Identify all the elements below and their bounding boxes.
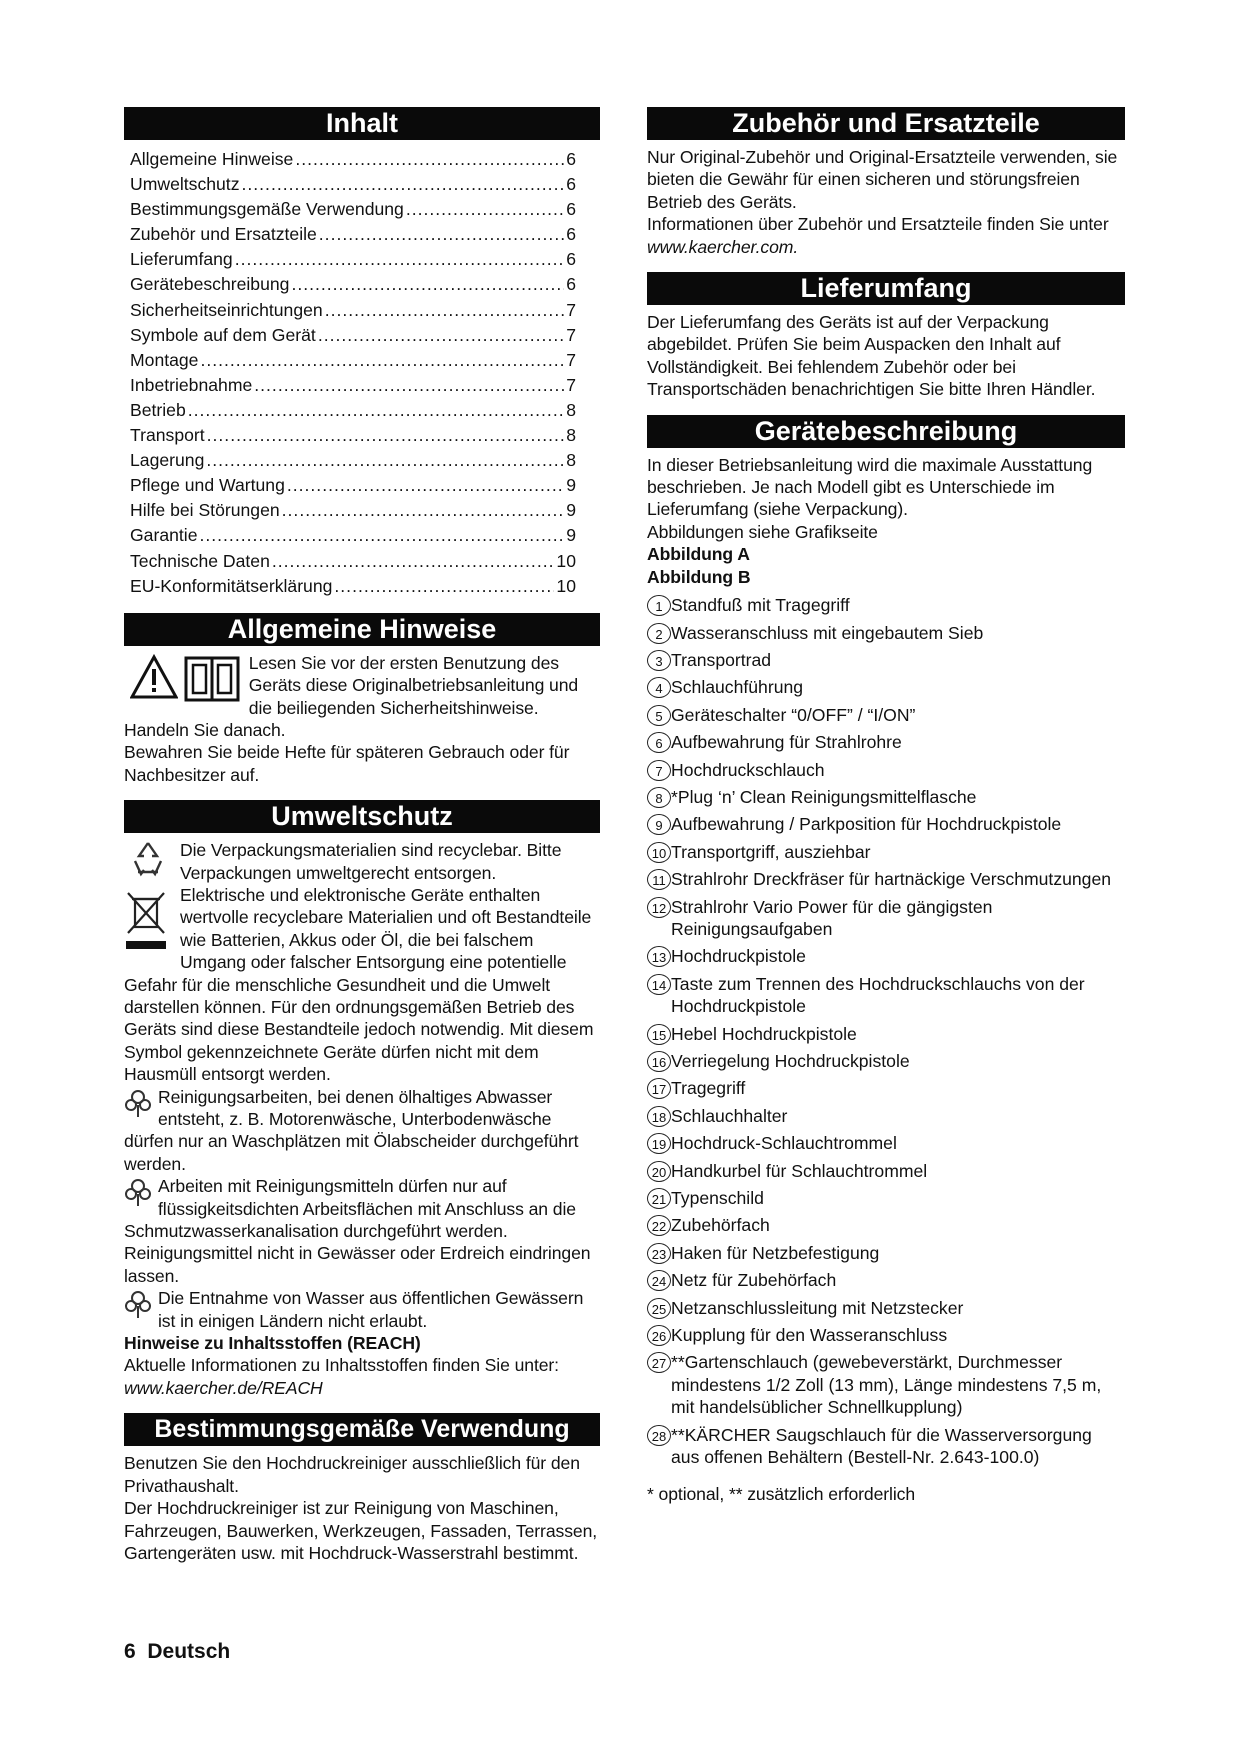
parts-list-item (647, 1160, 1125, 1182)
bestimmung-text-1: Benutzen Sie den Hochdruckreiniger ausschließlich für den Privathaushalt. (124, 1453, 580, 1496)
parts-list-item (647, 1023, 1125, 1045)
zubehoer-text-1: Nur Original-Zubehör und Original-Ersatzteile verwenden, sie bieten die Gewähr für einen sicheren und störungsfreien Betrieb des Geräts. (647, 147, 1118, 212)
toc-entry[interactable] (130, 498, 576, 523)
item-number-badge: 1 (647, 595, 671, 616)
toc-entry[interactable] (130, 448, 576, 473)
toc-leader-dots (282, 498, 565, 523)
parts-list-item (647, 813, 1125, 835)
toc-entry-page: 7 (566, 324, 576, 345)
toc-entry-page: 8 (566, 399, 576, 420)
toc-entry-page: 6 (566, 224, 576, 245)
item-number-badge: 24 (647, 1270, 671, 1291)
allgemeine-text-2: Bewahren Sie beide Hefte für späteren Gebrauch oder für Nachbesitzer auf. (124, 742, 570, 785)
item-label: Strahlrohr Vario Power für die gängigsten Reinigungsaufgaben (671, 896, 993, 939)
item-label: Hochdruck-Schlauchtrommel (671, 1133, 897, 1154)
toc-entry-page: 6 (566, 274, 576, 295)
environment-hint-icon (124, 1088, 152, 1123)
toc-entry-page: 6 (566, 199, 576, 220)
item-label: Haken für Netzbefestigung (671, 1242, 880, 1263)
toc-entry[interactable] (130, 549, 576, 574)
item-number-badge: 8 (647, 787, 671, 808)
toc-entry[interactable] (130, 473, 576, 498)
parts-list-item (647, 1050, 1125, 1072)
toc-leader-dots (235, 247, 565, 272)
toc-entry[interactable] (130, 247, 576, 272)
reach-link[interactable]: www.kaercher.de/REACH (124, 1377, 323, 1398)
toc-leader-dots (334, 574, 554, 599)
toc-entry-label: EU-Konformitätserklärung (130, 575, 333, 596)
toc-entry[interactable] (130, 574, 576, 599)
toc-entry[interactable] (130, 423, 576, 448)
item-number-badge: 28 (647, 1425, 671, 1446)
parts-list-item (647, 1242, 1125, 1264)
item-label: Geräteschalter “0/OFF” / “I/ON” (671, 704, 916, 725)
toc-leader-dots (254, 373, 564, 398)
item-label: Schlauchhalter (671, 1105, 788, 1126)
toc-entry-page: 10 (556, 550, 576, 571)
umwelt-text-4: Arbeiten mit Reinigungsmitteln dürfen nur auf flüssigkeitsdichten Arbeitsflächen mit Anschluss an die Schmutzwasserkanalisation durchgeführt werden. Reinigungsmittel nicht in Gewässer oder Erdreich eindringen lassen. (124, 1176, 591, 1286)
toc-leader-dots (325, 298, 565, 323)
toc-leader-dots (206, 448, 564, 473)
item-number-badge: 13 (647, 946, 671, 967)
parts-list-item (647, 1269, 1125, 1291)
item-label: Tragegriff (671, 1078, 746, 1099)
item-label: Netzanschlussleitung mit Netzstecker (671, 1297, 964, 1318)
toc-entry-label: Transport (130, 425, 205, 446)
section-bestimmungsgemaesse-verwendung (124, 1413, 600, 1564)
parts-list-item (647, 1077, 1125, 1099)
item-label: Kupplung für den Wasseranschluss (671, 1325, 948, 1346)
toc-entry-label: Gerätebeschreibung (130, 274, 290, 295)
toc-entry-label: Garantie (130, 525, 198, 546)
parts-list-item (647, 1424, 1125, 1469)
toc-entry-label: Inbetriebnahme (130, 374, 253, 395)
toc-entry-label: Sicherheitseinrichtungen (130, 299, 323, 320)
toc-entry[interactable] (130, 172, 576, 197)
item-label: Verriegelung Hochdruckpistole (671, 1051, 910, 1071)
parts-list (647, 594, 1125, 1468)
item-number-badge: 25 (647, 1298, 671, 1319)
reach-text (124, 1354, 600, 1399)
toc-leader-dots (318, 323, 564, 348)
item-number-badge: 18 (647, 1106, 671, 1127)
toc-leader-dots (207, 423, 565, 448)
item-number-badge: 12 (647, 897, 671, 918)
parts-list-item (647, 1324, 1125, 1346)
item-label: Standfuß mit Tragegriff (671, 595, 850, 616)
page-number: 6 (124, 1640, 136, 1663)
parts-list-item (647, 622, 1125, 644)
toc-entry-page: 7 (566, 299, 576, 320)
toc-entry-page: 7 (566, 374, 576, 395)
item-number-badge: 2 (647, 623, 671, 644)
item-number-badge: 21 (647, 1188, 671, 1209)
toc-entry-page: 8 (566, 450, 576, 471)
parts-list-item (647, 1351, 1125, 1418)
item-number-badge: 11 (647, 869, 671, 890)
section-heading-allgemeine-hinweise: Allgemeine Hinweise (124, 613, 600, 646)
toc-entry-label: Hilfe bei Störungen (130, 500, 280, 521)
section-geraetebeschreibung (647, 415, 1125, 1505)
toc-entry-label: Symbole auf dem Gerät (130, 324, 316, 345)
toc-leader-dots (199, 523, 564, 548)
crossed-bin-icon (124, 889, 168, 958)
parts-list-item (647, 594, 1125, 616)
item-number-badge: 22 (647, 1215, 671, 1236)
footer-language: Deutsch (147, 1640, 231, 1663)
geraet-text-2: Abbildungen siehe Grafikseite (647, 521, 878, 542)
item-number-badge: 7 (647, 760, 671, 781)
item-number-badge: 19 (647, 1133, 671, 1154)
toc-entry-label: Pflege und Wartung (130, 475, 285, 496)
parts-list-item (647, 896, 1125, 941)
toc-entry[interactable] (130, 398, 576, 423)
footnote: * optional, ** zusätzlich erforderlich (647, 1483, 916, 1504)
item-label: *Plug ‘n’ Clean Reinigungsmittelflasche (671, 786, 977, 807)
environment-hint-icon (124, 1177, 152, 1212)
toc-entry-label: Technische Daten (130, 550, 270, 571)
umwelt-text-1: Die Verpackungsmaterialien sind recyclebar. Bitte Verpackungen umweltgerecht entsorgen. (180, 840, 562, 883)
toc-entry-label: Bestimmungsgemäße Verwendung (130, 199, 404, 220)
section-lieferumfang (647, 272, 1125, 401)
parts-list-item (647, 868, 1125, 890)
environment-hint-icon (124, 1289, 152, 1324)
umwelt-icons (124, 839, 176, 958)
toc-entry[interactable] (130, 298, 576, 323)
toc-entry[interactable] (130, 523, 576, 548)
parts-list-item (647, 704, 1125, 726)
section-heading-geraetebeschreibung: Gerätebeschreibung (647, 415, 1125, 448)
toc-entry[interactable] (130, 147, 576, 172)
item-number-badge: 20 (647, 1161, 671, 1182)
parts-list-item (647, 649, 1125, 671)
toc-leader-dots (291, 272, 564, 297)
zubehoer-text-2 (647, 213, 1125, 258)
item-label: Hebel Hochdruckpistole (671, 1023, 857, 1044)
item-label: Hochdruckpistole (671, 946, 806, 967)
right-column (647, 107, 1125, 1505)
toc-entry-page: 9 (566, 475, 576, 496)
umwelt-text-2: Elektrische und elektronische Geräte enthalten wertvolle recyclebare Materialien und oft Bestandteile wie Batterien, Akkus oder Öl, die bei falschem Umgang oder falscher Entsorgung eine potentielle Gefahr für die menschliche Gesundheit und die Umwelt darstellen können. Für den ordnungsgemäßen Betrieb des Geräts sind diese Bestandteile jedoch notwendig. Mit diesem Symbol gekennzeichnete Geräte dürfen nicht mit dem Hausmüll entsorgt werden. (124, 884, 594, 1085)
toc-leader-dots (319, 222, 564, 247)
toc-entry-page: 6 (566, 174, 576, 195)
item-number-badge: 16 (647, 1051, 671, 1072)
item-number-badge: 6 (647, 732, 671, 753)
section-umweltschutz (124, 800, 600, 1399)
item-label: **KÄRCHER Saugschlauch für die Wasserversorgung aus offenen Behältern (Bestell-Nr. 2.643-100.0) (671, 1424, 1092, 1468)
umwelt-text-5: Die Entnahme von Wasser aus öffentlichen Gewässern ist in einigen Ländern nicht erlaubt. (158, 1288, 584, 1331)
item-label: Aufbewahrung / Parkposition für Hochdruckpistole (671, 814, 1062, 835)
toc-leader-dots (242, 172, 565, 197)
item-number-badge: 9 (647, 814, 671, 835)
toc-entry[interactable] (130, 348, 576, 373)
toc-entry[interactable] (130, 272, 576, 297)
warning-read-manual-icons (124, 654, 241, 707)
item-number-badge: 4 (647, 677, 671, 698)
item-label: Hochdruckschlauch (671, 759, 825, 780)
toc-entry-page: 7 (566, 349, 576, 370)
toc-entry-label: Betrieb (130, 399, 186, 420)
section-heading-umweltschutz: Umweltschutz (124, 800, 600, 833)
item-label: Schlauchführung (671, 677, 804, 698)
parts-list-item (647, 1214, 1125, 1236)
item-label: Typenschild (671, 1188, 764, 1209)
parts-list-item (647, 1187, 1125, 1209)
toc-entry-page: 8 (566, 425, 576, 446)
zubehoer-text-2-body: Informationen über Zubehör und Ersatzteile finden Sie unter (647, 214, 1109, 235)
toc-entry-page: 6 (566, 249, 576, 270)
parts-list-item (647, 786, 1125, 808)
allgemeine-text-1: Lesen Sie vor der ersten Benutzung des Geräts diese Originalbetriebsanleitung und die beiliegenden Sicherheitshinweise. Handeln Sie danach. (124, 652, 579, 740)
item-number-badge: 14 (647, 974, 671, 995)
parts-list-item (647, 1297, 1125, 1319)
item-number-badge: 10 (647, 842, 671, 863)
toc-leader-dots (406, 197, 564, 222)
item-number-badge: 3 (647, 650, 671, 671)
parts-list-item (647, 759, 1125, 781)
section-allgemeine-hinweise (124, 613, 600, 786)
recycling-icon (128, 839, 168, 884)
toc-entry[interactable] (130, 222, 576, 247)
item-label: Transportrad (671, 649, 772, 670)
item-number-badge: 27 (647, 1352, 671, 1373)
item-number-badge: 15 (647, 1024, 671, 1045)
page-footer (124, 1640, 230, 1664)
section-heading-inhalt: Inhalt (124, 107, 600, 140)
reach-heading: Hinweise zu Inhaltsstoffen (REACH) (124, 1333, 421, 1354)
item-label: Transportgriff, ausziehbar (671, 841, 871, 862)
item-number-badge: 5 (647, 705, 671, 726)
section-heading-lieferumfang: Lieferumfang (647, 272, 1125, 305)
bestimmung-text-2: Der Hochdruckreiniger ist zur Reinigung von Maschinen, Fahrzeugen, Bauwerken, Werkzeugen, Fassaden, Terrassen, Gartengeräten usw. mit Hochdruck-Wasserstrahl bestimmt. (124, 1498, 598, 1563)
item-label: **Gartenschlauch (gewebeverstärkt, Durchmesser mindestens 1/2 Zoll (13 mm), Länge mindestens 7,5 m, mit handelsüblicher Schnellkupplung) (671, 1352, 1102, 1418)
section-heading-bestimmungsgemaesse-verwendung: Bestimmungsgemäße Verwendung (124, 1413, 600, 1446)
figure-b-label: Abbildung B (647, 566, 751, 587)
item-label: Strahlrohr Dreckfräser für hartnäckige Verschmutzungen (671, 869, 1112, 890)
toc-entry-page: 10 (556, 575, 576, 596)
toc-leader-dots (295, 147, 564, 172)
toc-entry[interactable] (130, 197, 576, 222)
toc-entry-label: Lagerung (130, 450, 205, 471)
item-label: Aufbewahrung für Strahlrohre (671, 732, 902, 753)
left-column (124, 107, 600, 1564)
toc-leader-dots (272, 549, 555, 574)
toc-entry-label: Allgemeine Hinweise (130, 149, 294, 169)
item-label: Zubehörfach (671, 1215, 770, 1236)
toc-entry-page: 6 (566, 149, 576, 169)
section-heading-zubehoer: Zubehör und Ersatzteile (647, 107, 1125, 140)
item-label: Handkurbel für Schlauchtrommel (671, 1160, 928, 1181)
toc-entry[interactable] (130, 323, 576, 348)
kaercher-link[interactable]: www.kaercher.com. (647, 236, 799, 257)
toc-entry-label: Zubehör und Ersatzteile (130, 224, 317, 245)
geraet-text-1: In dieser Betriebsanleitung wird die maximale Ausstattung beschrieben. Je nach Modell gibt es Unterschiede im Lieferumfang (siehe Verpackung). (647, 454, 1093, 520)
parts-list-item (647, 973, 1125, 1018)
parts-list-item (647, 731, 1125, 753)
item-label: Taste zum Trennen des Hochdruckschlauchs von der Hochdruckpistole (671, 973, 1085, 1017)
parts-list-item (647, 945, 1125, 967)
warning-triangle-icon (130, 654, 178, 705)
parts-list-item (647, 676, 1125, 698)
section-zubehoer-ersatzteile (647, 107, 1125, 258)
item-number-badge: 26 (647, 1325, 671, 1346)
toc-leader-dots (200, 348, 564, 373)
parts-list-item (647, 841, 1125, 863)
toc-entry-page: 9 (566, 525, 576, 546)
item-label: Netz für Zubehörfach (671, 1270, 837, 1291)
parts-list-item (647, 1132, 1125, 1154)
toc-entry-label: Lieferumfang (130, 249, 233, 270)
toc-entry-label: Umweltschutz (130, 174, 240, 195)
table-of-contents (124, 140, 600, 599)
liefer-text: Der Lieferumfang des Geräts ist auf der Verpackung abgebildet. Prüfen Sie beim Auspacken den Inhalt auf Vollständigkeit. Bei fehlendem Zubehör oder bei Transportschäden benachrichtigen Sie bitte Ihren Händler. (647, 312, 1096, 400)
umwelt-text-3: Reinigungsarbeiten, bei denen ölhaltiges Abwasser entsteht, z. B. Motorenwäsche, Unterbodenwäsche dürfen nur an Waschplätzen mit Ölabscheider durchgeführt werden. (124, 1086, 579, 1174)
toc-entry[interactable] (130, 373, 576, 398)
toc-entry-page: 9 (566, 500, 576, 521)
item-number-badge: 17 (647, 1078, 671, 1099)
toc-leader-dots (188, 398, 564, 423)
item-number-badge: 23 (647, 1243, 671, 1264)
item-label: Wasseranschluss mit eingebautem Sieb (671, 622, 984, 643)
toc-entry-label: Montage (130, 349, 199, 370)
parts-list-item (647, 1105, 1125, 1127)
reach-text-body: Aktuelle Informationen zu Inhaltsstoffen finden Sie unter: (124, 1355, 559, 1376)
read-manual-book-icon (183, 654, 241, 707)
toc-leader-dots (287, 473, 564, 498)
figure-a-label: Abbildung A (647, 544, 750, 565)
